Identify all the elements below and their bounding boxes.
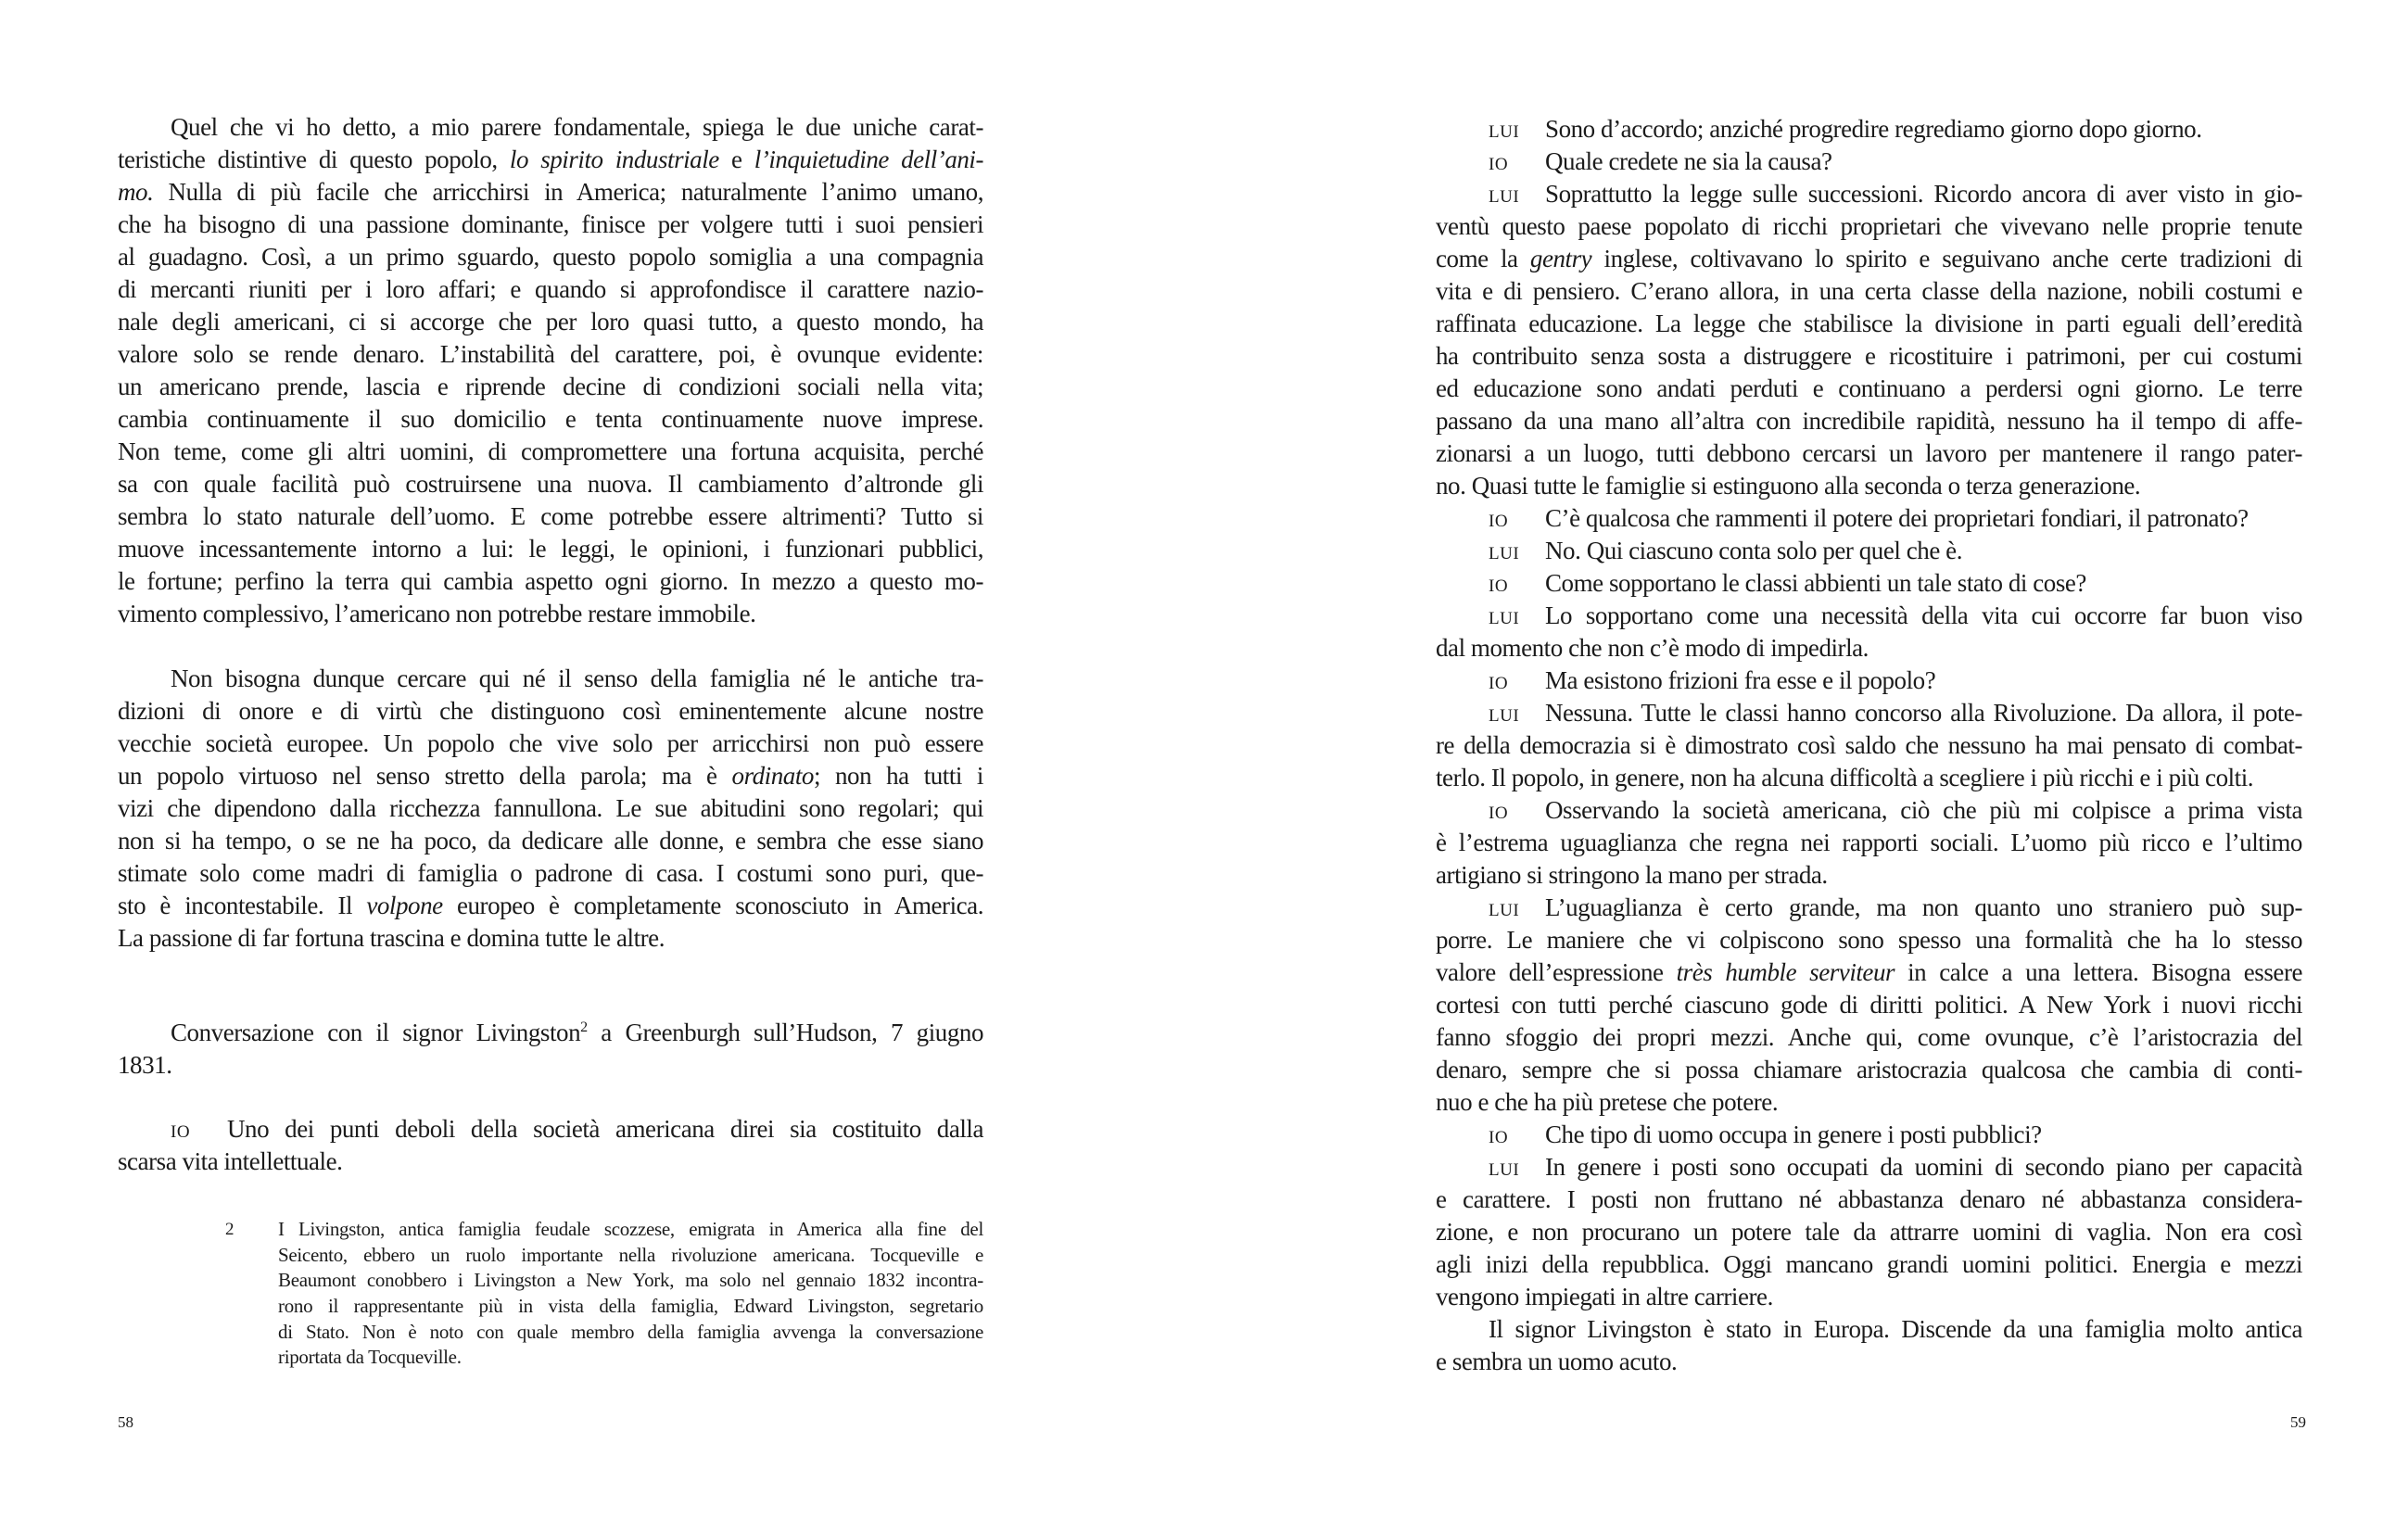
text-line: un popolo virtuoso nel senso stretto della parola; ma è ordinato; non ha tutti i bbox=[118, 762, 983, 790]
italic-text: lo spirito industriale bbox=[509, 146, 719, 173]
text-line: LUI Lo sopportano come una necessità della vita cui occorre far buon viso bbox=[1436, 600, 2302, 632]
text-line: nuo e che ha più pretese che potere. bbox=[1436, 1088, 1779, 1116]
text-line: ha contribuito senza sosta a distruggere e ricostituire i patrimoni, per cui costumi bbox=[1436, 342, 2302, 370]
text-line: zionarsi a un luogo, tutti debbono cercarsi un lavoro per mantenere il rango pater- bbox=[1436, 439, 2302, 467]
text-line: Quel che vi ho detto, a mio parere fondamentale, spiega le due uniche carat- bbox=[171, 113, 983, 141]
dialogue-turn bbox=[1436, 892, 2302, 1119]
text-line: La passione di far fortuna trascina e domina tutte le altre. bbox=[118, 924, 665, 952]
text-line: cambia continuamente il suo domicilio e tenta continuamente nuove imprese. bbox=[118, 405, 983, 433]
text-line: Conversazione con il signor Livingston$^2$ a Greenburgh sull’Hudson, 7 giugno bbox=[171, 1019, 983, 1046]
speaker-label: IO bbox=[1489, 512, 1509, 531]
text-line: Il signor Livingston è stato in Europa. Discende da una famiglia molto antica bbox=[1489, 1315, 2302, 1343]
text-line: cortesi con tutti perché ciascuno gode di diritti politici. A New York i nuovi ricchi bbox=[1436, 991, 2302, 1019]
text-line: di mercanti riuniti per i loro affari; e quando si approfondisce il carattere nazio- bbox=[118, 275, 983, 303]
text-line: LUI Nessuna. Tutte le classi hanno concorso alla Rivoluzione. Da allora, il pote- bbox=[1436, 697, 2302, 729]
italic-text: mo. bbox=[118, 178, 154, 206]
speaker-label: IO bbox=[1489, 155, 1509, 174]
text-line: Seicento, ebbero un ruolo importante nella rivoluzione americana. Tocqueville e bbox=[278, 1243, 983, 1266]
text-line: ed educazione sono andati perduti e continuano a perdersi ogni giorno. Le terre bbox=[1436, 374, 2302, 402]
text-line: come la gentry inglese, coltivavano lo spirito e seguivano anche certe tradizioni di bbox=[1436, 245, 2303, 272]
text-line: al guadagno. Così, a un primo sguardo, questo popolo somiglia a una compagnia bbox=[118, 243, 983, 271]
text-line: Beaumont conobbero i Livingston a New York, ma solo nel gennaio 1832 incontra- bbox=[278, 1269, 983, 1292]
text-line: IO C’è qualcosa che rammenti il potere dei proprietari fondiari, il patronato? bbox=[1436, 502, 2302, 535]
text-line: denaro, sempre che si possa chiamare aristocrazia qualcosa che cambia di conti- bbox=[1436, 1056, 2302, 1083]
text-line: dizioni di onore e di virtù che distinguono così eminentemente alcune nostre bbox=[118, 697, 983, 725]
speaker-label: LUI bbox=[1489, 544, 1520, 563]
speaker-label: IO bbox=[171, 1122, 191, 1142]
text-line: 1831. bbox=[118, 1051, 172, 1079]
text-line: IO Che tipo di uomo occupa in genere i posti pubblici? bbox=[1436, 1119, 2302, 1151]
text-line: muove incessantemente intorno a lui: le leggi, le opinioni, i funzionari pubblici, bbox=[118, 535, 983, 563]
text-line: vengono impiegati in altre carriere. bbox=[1436, 1283, 1773, 1310]
dialogue-turn bbox=[1436, 146, 2302, 178]
text-line: Non teme, come gli altri uomini, di compromettere una fortuna acquisita, perché bbox=[118, 437, 983, 465]
text-line: e carattere. I posti non fruttano né abbastanza denaro né abbastanza considera- bbox=[1436, 1185, 2302, 1213]
dialogue-turn bbox=[1436, 600, 2302, 665]
conversation-heading bbox=[118, 1017, 983, 1082]
paragraph bbox=[118, 111, 983, 630]
dialogue-turn bbox=[1436, 1151, 2302, 1313]
dialogue-turn bbox=[1436, 178, 2302, 502]
text-line: fanno sfoggio dei propri mezzi. Anche qui, come ovunque, c’è l’aristocrazia del bbox=[1436, 1023, 2302, 1051]
italic-text: très humble serviteur bbox=[1676, 958, 1895, 986]
text-line: agli inizi della repubblica. Oggi mancano grandi uomini politici. Energia e mezzi bbox=[1436, 1250, 2302, 1278]
text-line: raffinata educazione. La legge che stabilisce la divisione in parti eguali dell’eredità bbox=[1436, 310, 2302, 337]
text-line: di Stato. Non è noto con quale membro della famiglia avvenga la conversazione bbox=[278, 1320, 983, 1343]
speaker-label: IO bbox=[1489, 576, 1509, 596]
text-line: valore solo se rende denaro. L’instabilità del carattere, poi, è ovunque evidente: bbox=[118, 340, 983, 368]
speaker-label: LUI bbox=[1489, 187, 1520, 207]
text-line: valore dell’espressione très humble serviteur in calce a una lettera. Bisogna essere bbox=[1436, 958, 2303, 986]
italic-text: ordinato bbox=[731, 762, 814, 790]
text-line: terlo. Il popolo, in genere, non ha alcuna difficoltà a scegliere i più ricchi e i più colti. bbox=[1436, 764, 2254, 791]
text-line: artigiano si stringono la mano per strada. bbox=[1436, 861, 1828, 889]
text-line: sto è incontestabile. Il volpone europeo è completamente sconosciuto in America. bbox=[118, 892, 983, 919]
footnote bbox=[278, 1217, 983, 1371]
speaker-label: IO bbox=[1489, 1128, 1509, 1147]
text-line: vimento complessivo, l’americano non potrebbe restare immobile. bbox=[118, 600, 756, 627]
dialogue-turn bbox=[118, 1113, 983, 1178]
text-line: zione, e non procurano un potere tale da attrarre uomini di vaglia. Non era così bbox=[1436, 1218, 2302, 1246]
text-line: LUI Soprattutto la legge sulle successioni. Ricordo ancora di aver visto in gio- bbox=[1436, 178, 2302, 210]
text-line: Non bisogna dunque cercare qui né il senso della famiglia né le antiche tra- bbox=[171, 665, 983, 692]
text-line: I Livingston, antica famiglia feudale scozzese, emigrata in America alla fine del bbox=[278, 1218, 983, 1240]
text-line: IO Come sopportano le classi abbienti un tale stato di cose? bbox=[1436, 567, 2302, 600]
speaker-label: LUI bbox=[1489, 901, 1520, 920]
text-line: sa con quale facilità può costruirsene una nuova. Il cambiamento d’altronde gli bbox=[118, 470, 983, 498]
text-line: LUI No. Qui ciascuno conta solo per quel che è. bbox=[1436, 535, 2302, 567]
dialogue-turn bbox=[1436, 502, 2302, 535]
dialogue-turn bbox=[1436, 113, 2302, 146]
italic-text: l’inquietudine dell’ani- bbox=[754, 146, 984, 173]
text-line: scarsa vita intellettuale. bbox=[118, 1147, 343, 1175]
text-line: LUI In genere i posti sono occupati da uomini di secondo piano per capacità bbox=[1436, 1151, 2302, 1184]
speaker-label: LUI bbox=[1489, 1160, 1520, 1180]
italic-text: volpone bbox=[366, 892, 443, 919]
text-line: LUI L’uguaglianza è certo grande, ma non quanto uno straniero può sup- bbox=[1436, 892, 2302, 924]
text-line: vizi che dipendono dalla ricchezza fannullona. Le sue abitudini sono regolari; qui bbox=[118, 794, 983, 822]
text-line: rono il rappresentante più in vista della famiglia, Edward Livingston, segretario bbox=[278, 1295, 983, 1318]
speaker-label: IO bbox=[1489, 804, 1509, 823]
text-line: che ha bisogno di una passione dominante, finisce per volgere tutti i suoi pensieri bbox=[118, 210, 983, 238]
text-line: no. Quasi tutte le famiglie si estinguono alla seconda o terza generazione. bbox=[1436, 472, 2141, 500]
text-line: sembra lo stato naturale dell’uomo. E come potrebbe essere altrimenti? Tutto si bbox=[118, 502, 983, 530]
right-page bbox=[1204, 0, 2408, 1532]
speaker-label: LUI bbox=[1489, 706, 1520, 726]
page-number: 58 bbox=[118, 1413, 133, 1431]
text-line: riportata da Tocqueville. bbox=[278, 1346, 462, 1369]
page-number: 59 bbox=[2290, 1413, 2306, 1431]
dialogue-turn bbox=[1436, 1313, 2302, 1378]
text-line: IO Osservando la società americana, ciò che più mi colpisce a prima vista bbox=[1436, 794, 2302, 827]
speaker-label: LUI bbox=[1489, 609, 1520, 628]
dialogue-turn bbox=[1436, 567, 2302, 600]
text-line: vita e di pensiero. C’erano allora, in una certa classe della nazione, nobili costumi e bbox=[1436, 277, 2302, 305]
text-line: porre. Le maniere che vi colpiscono sono spesso una formalità che ha lo stesso bbox=[1436, 926, 2302, 954]
text-line: le fortune; perfino la terra qui cambia aspetto ogni giorno. In mezzo a questo mo- bbox=[118, 567, 983, 595]
italic-text: gentry bbox=[1529, 245, 1592, 272]
text-line: dal momento che non c’è modo di impedirla. bbox=[1436, 634, 1869, 662]
footnote-reference[interactable]: 2 bbox=[580, 1019, 588, 1035]
dialogue bbox=[1436, 113, 2302, 1378]
text-line: LUI Sono d’accordo; anziché progredire regrediamo giorno dopo giorno. bbox=[1436, 113, 2302, 146]
text-line: nale degli americani, ci si accorge che per loro quasi tutto, a questo mondo, ha bbox=[118, 308, 983, 336]
paragraph bbox=[118, 663, 983, 955]
text-line: vecchie società europee. Un popolo che vive solo per arricchirsi non può essere bbox=[118, 729, 983, 757]
text-line: ventù questo paese popolato di ricchi proprietari che vivevano nelle proprie tenute bbox=[1436, 212, 2302, 240]
dialogue-turn bbox=[1436, 794, 2302, 892]
dialogue-turn bbox=[1436, 535, 2302, 567]
dialogue-turn bbox=[1436, 697, 2302, 794]
text-line: passano da una mano all’altra con incredibile rapidità, nessuno ha il tempo di affe- bbox=[1436, 407, 2302, 435]
footnote-number: 2 bbox=[225, 1220, 234, 1239]
text-line: IO Ma esistono frizioni fra esse e il popolo? bbox=[1436, 665, 2302, 697]
text-line: stimate solo come madri di famiglia o padrone di casa. I costumi sono puri, que- bbox=[118, 859, 983, 887]
text-line: non si ha tempo, o se ne ha poco, da dedicare alle donne, e sembra che esse siano bbox=[118, 827, 983, 855]
text-line: IO Uno dei punti deboli della società americana direi sia costituito dalla bbox=[118, 1113, 983, 1146]
text-line: mo. Nulla di più facile che arricchirsi in America; naturalmente l’animo umano, bbox=[118, 178, 983, 206]
text-line: e sembra un uomo acuto. bbox=[1436, 1348, 1678, 1375]
speaker-label: IO bbox=[1489, 674, 1509, 693]
text-line: teristiche distintive di questo popolo, lo spirito industriale e l’inquietudine dell’ani- bbox=[118, 146, 984, 173]
text-line: un americano prende, lascia e riprende decine di condizioni sociali nella vita; bbox=[118, 373, 983, 400]
text-line: IO Quale credete ne sia la causa? bbox=[1436, 146, 2302, 178]
speaker-label: LUI bbox=[1489, 122, 1520, 142]
text-line: è l’estrema uguaglianza che regna nei rapporti sociali. L’uomo più ricco e l’ultimo bbox=[1436, 829, 2302, 856]
dialogue-turn bbox=[1436, 1119, 2302, 1151]
dialogue-turn bbox=[1436, 665, 2302, 697]
text-line: re della democrazia si è dimostrato così saldo che nessuno ha mai pensato di combat- bbox=[1436, 731, 2302, 759]
